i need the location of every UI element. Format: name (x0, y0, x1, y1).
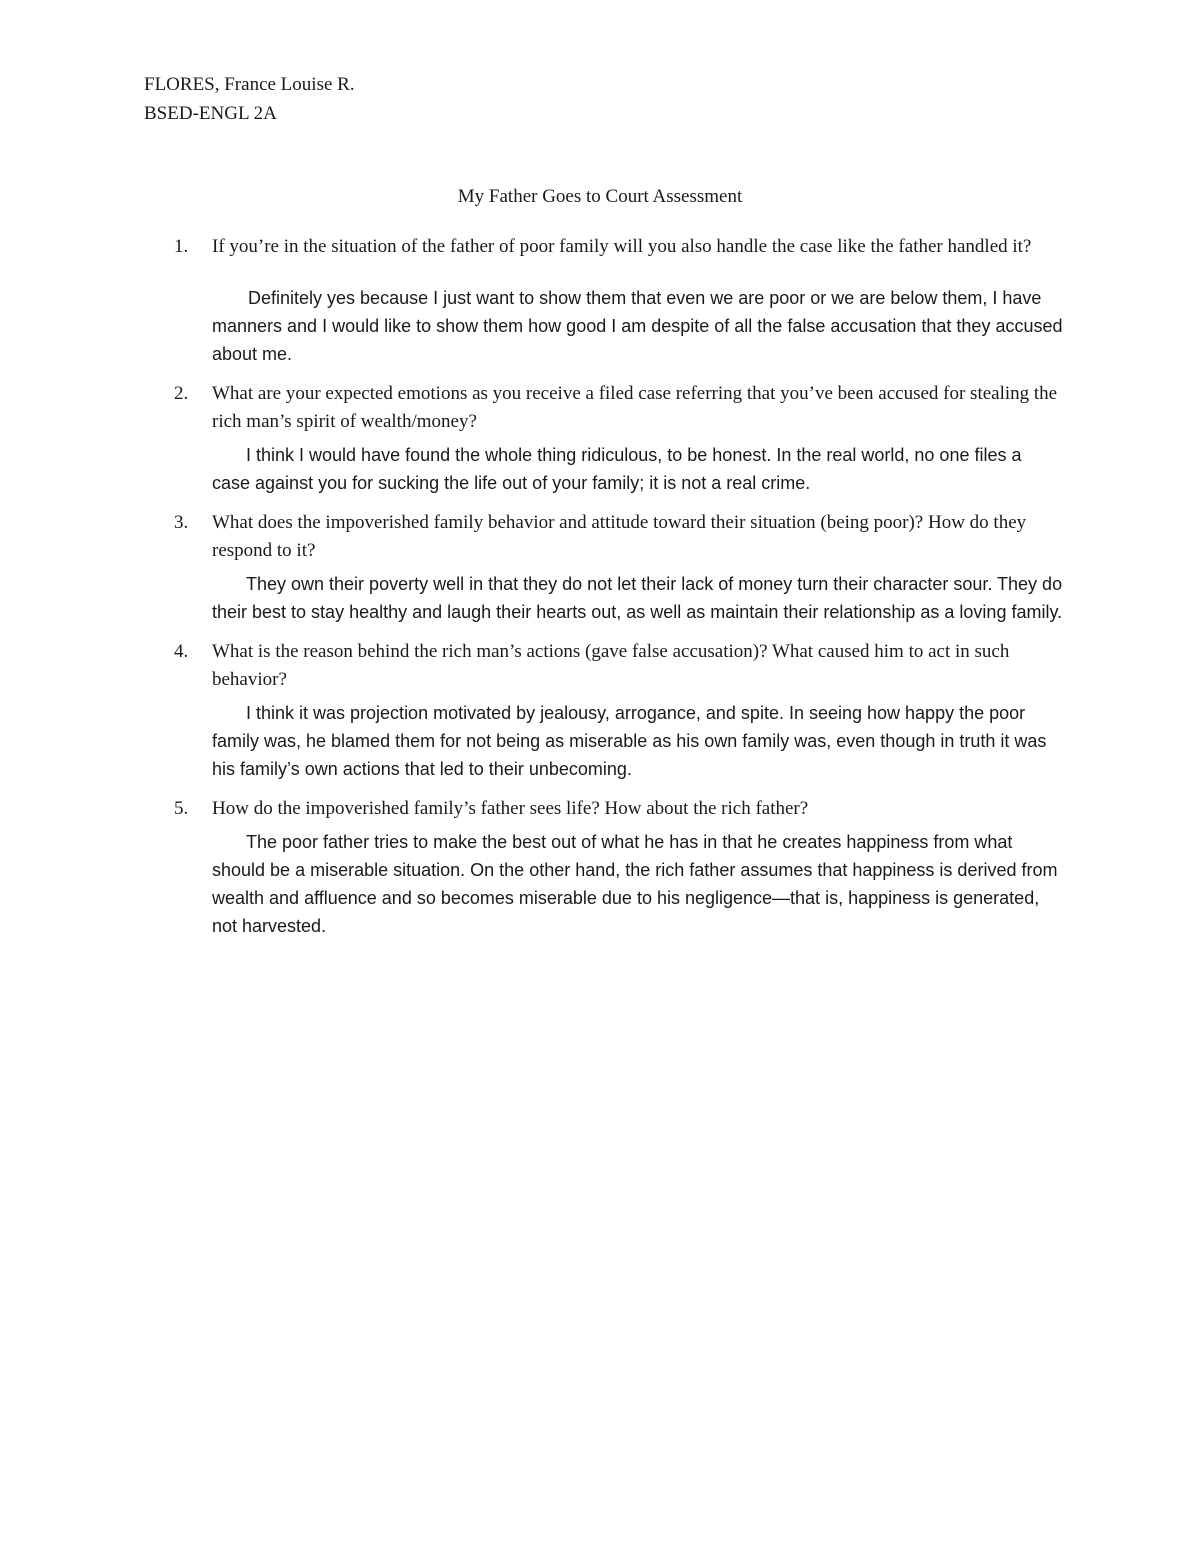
student-header (144, 70, 744, 128)
answer-text: I think it was projection motivated by jealousy, arrogance, and spite. In seeing how happy the poor family was, he blamed them for not being as miserable as his own family was, even though in truth it was his family’s own actions that led to their unbecoming. (212, 703, 1047, 779)
question-text: What does the impoverished family behavior and attitude toward their situation (being poor)? How do they respond to it? (212, 512, 1027, 561)
question-text: How do the impoverished family’s father sees life? How about the rich father? (212, 798, 809, 819)
answer-text: Definitely yes because I just want to show them that even we are poor or we are below them, I have manners and I would like to show them how good I am despite of all the false accusation that they accused about me. (212, 288, 1063, 364)
question-text: What are your expected emotions as you receive a filed case referring that you’ve been accused for stealing the rich man’s spirit of wealth/money? (212, 383, 1058, 432)
question-item-5 (144, 795, 1064, 940)
answer-text: The poor father tries to make the best out of what he has in that he creates happiness from what should be a miserable situation. On the other hand, the rich father assumes that happiness is derived from wealth and affluence and so becomes miserable due to his negligence—that is, happiness is generated, not harvested. (212, 832, 1058, 936)
student-name: FLORES, France Louise R. (144, 74, 355, 95)
answer-text: I think I would have found the whole thing ridiculous, to be honest. In the real world, no one files a case against you for sucking the life out of your family; it is not a real crime. (212, 445, 1022, 493)
document-title: My Father Goes to Court Assessment (457, 186, 743, 207)
question-number: 1. (174, 236, 189, 257)
question-item-4 (144, 638, 1064, 783)
question-text: If you’re in the situation of the father of poor family will you also handle the case like the father handled it? (212, 236, 1032, 257)
question-number: 5. (174, 798, 189, 819)
student-section: BSED-ENGL 2A (144, 103, 277, 124)
question-item-1 (144, 233, 1064, 368)
question-text: What is the reason behind the rich man’s actions (gave false accusation)? What caused him to act in such behavior? (212, 641, 1010, 690)
question-number: 3. (174, 512, 189, 533)
question-number: 2. (174, 383, 189, 404)
answer-text: They own their poverty well in that they do not let their lack of money turn their character sour. They do their best to stay healthy and laugh their hearts out, as well as maintain their relationship as a loving family. (212, 574, 1063, 622)
question-item-3 (144, 509, 1064, 626)
question-list (144, 233, 1064, 952)
question-item-2 (144, 380, 1064, 497)
question-number: 4. (174, 641, 189, 662)
